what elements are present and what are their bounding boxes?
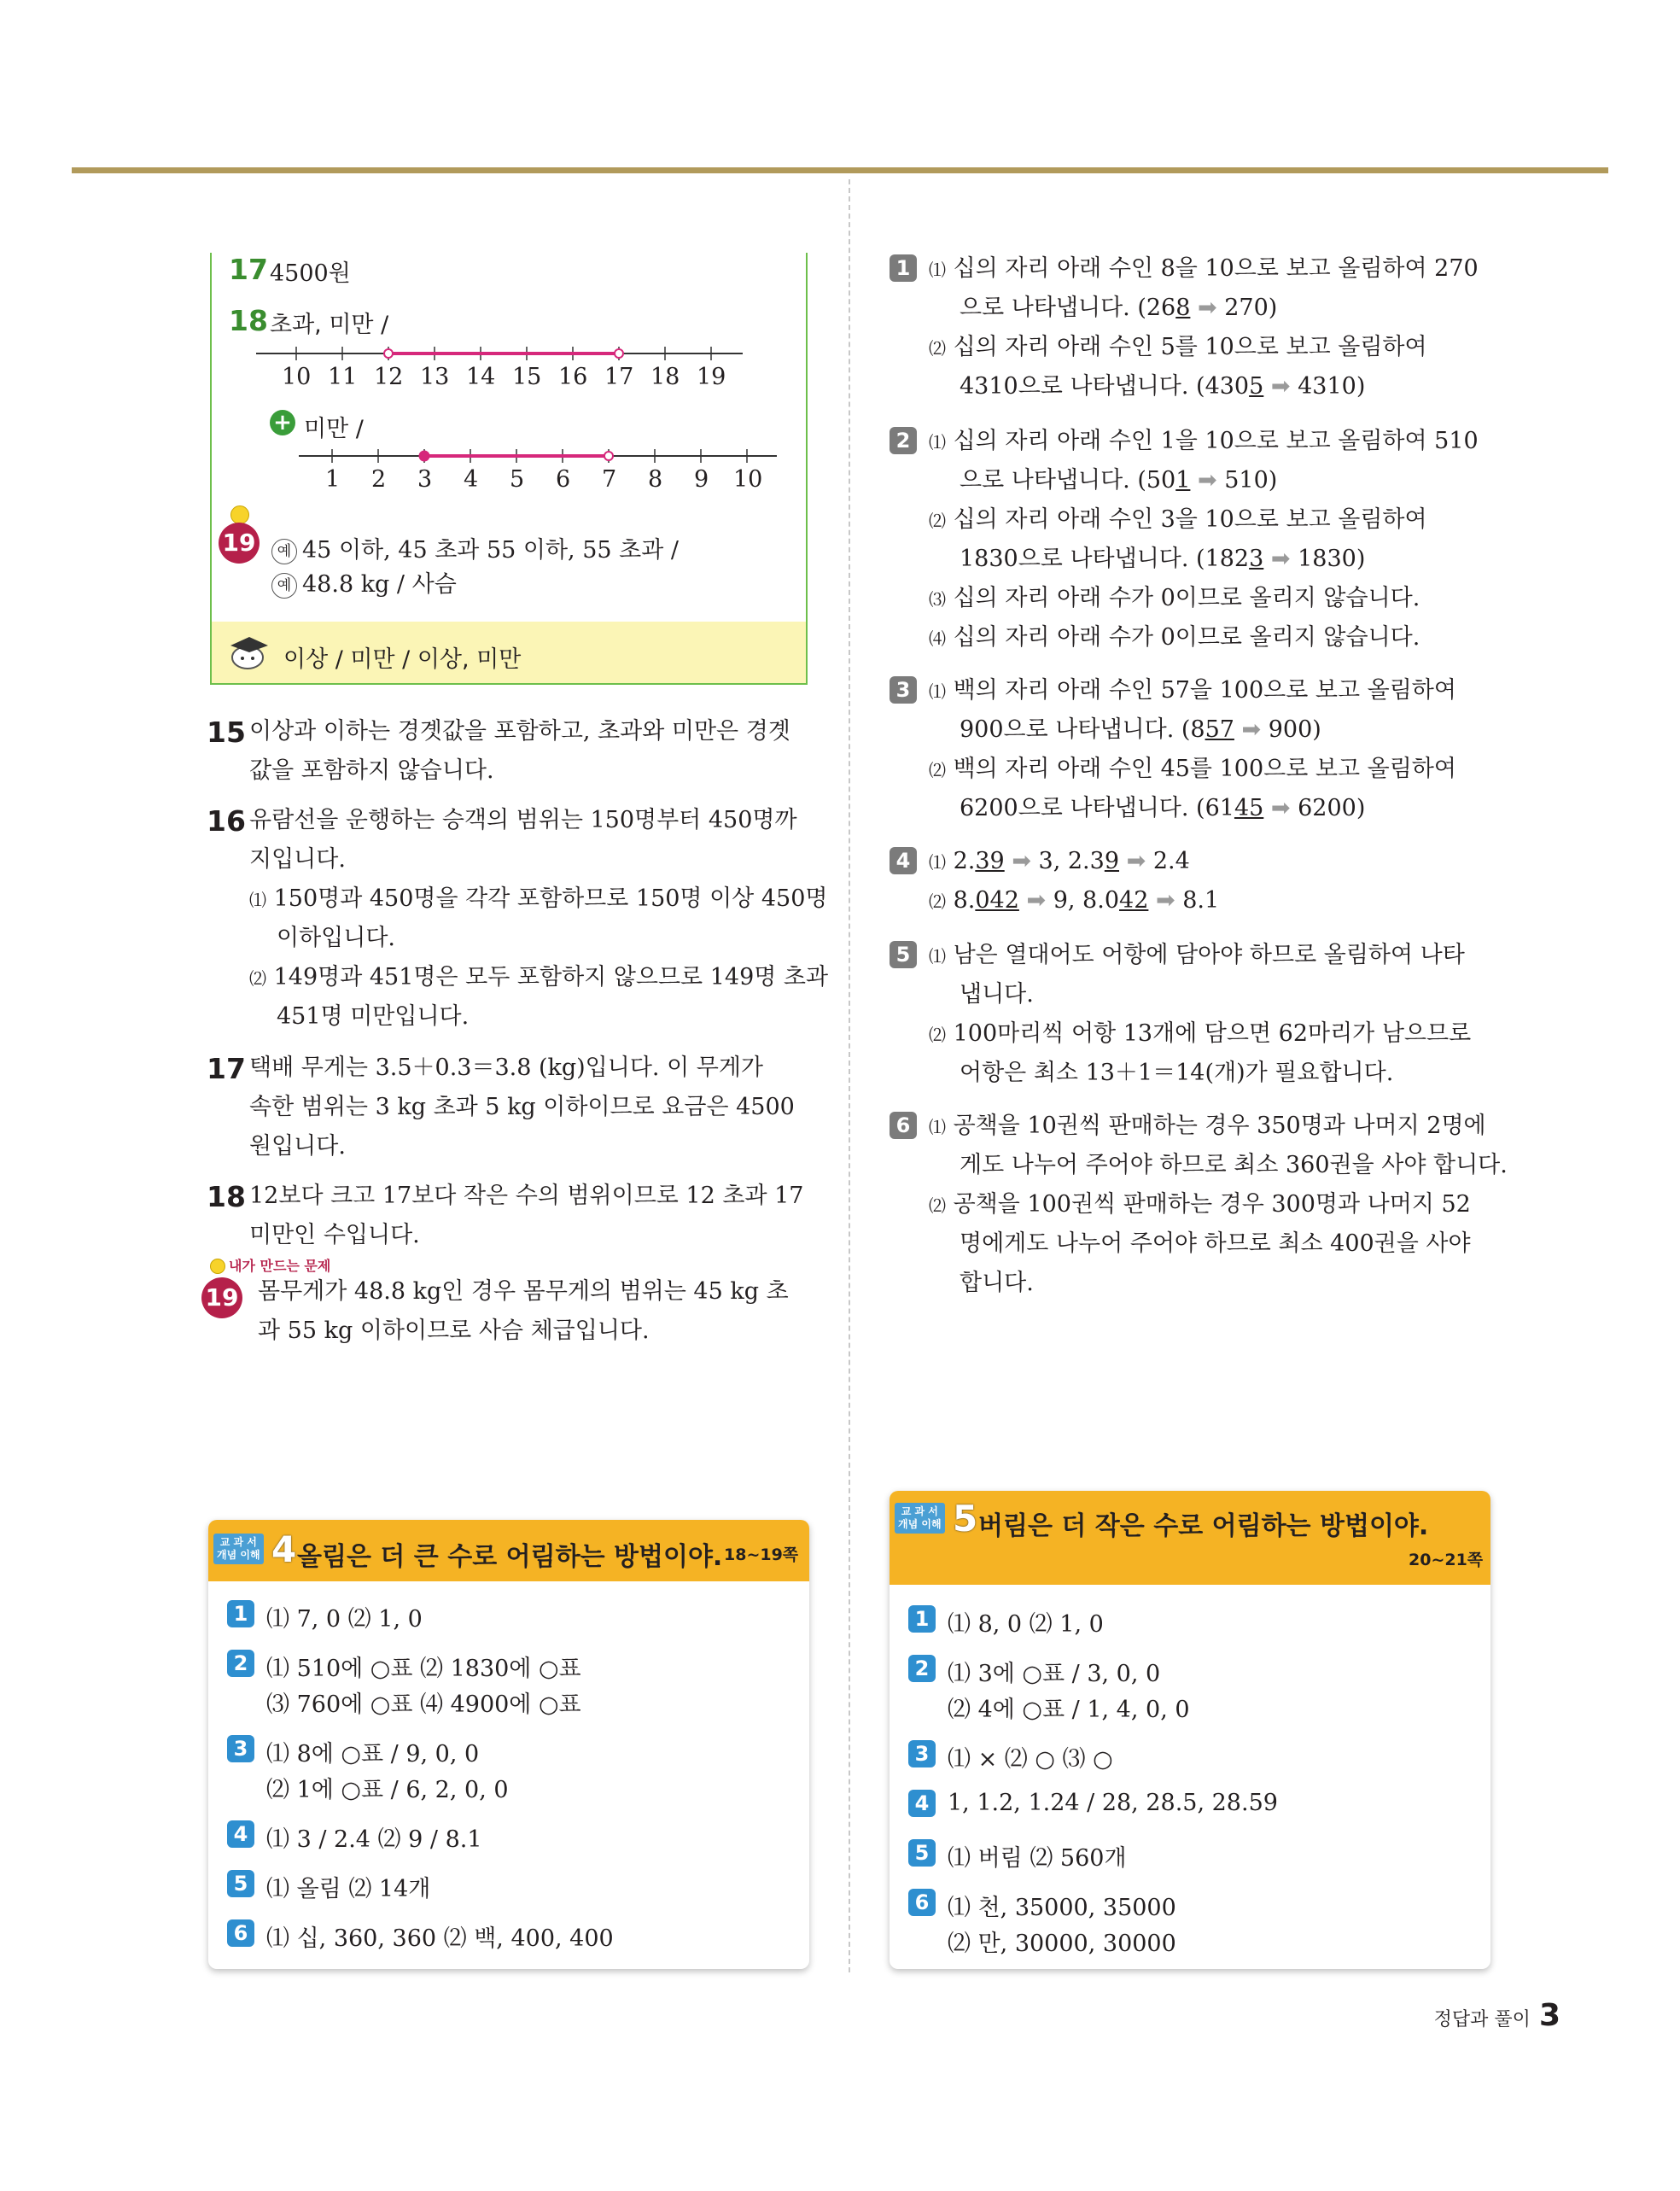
q3-item1-line1: ⑴ 백의 자리 아래 수인 57을 100으로 보고 올림하여 bbox=[929, 677, 1456, 704]
card-4-row-6-number: 6 bbox=[227, 1919, 254, 1947]
question-1-number: 1 bbox=[890, 254, 917, 282]
q6-item2-line2: 명에게도 나누어 주어야 하므로 최소 400권을 사야 bbox=[960, 1230, 1471, 1257]
tick-label-19: 19 bbox=[697, 364, 726, 390]
card-5-row-2-number: 2 bbox=[908, 1655, 936, 1682]
card-4-title: 올림은 더 큰 수로 어림하는 방법이야. bbox=[297, 1542, 723, 1572]
tick-label-18: 18 bbox=[650, 364, 680, 390]
tick-label-1: 1 bbox=[325, 466, 341, 493]
tick-label-11: 11 bbox=[328, 364, 358, 390]
card-5-row-6-line1: ⑴ 천, 35000, 35000 bbox=[948, 1895, 1176, 1921]
tick-label-12: 12 bbox=[374, 364, 404, 390]
textbook-tag: 교 과 서 개념 이해 bbox=[213, 1534, 264, 1564]
answer-18-number: 18 bbox=[229, 304, 268, 337]
tick-label-4: 4 bbox=[464, 466, 479, 493]
open-endpoint-right-2 bbox=[604, 452, 613, 460]
q5-item2-line2: 어항은 최소 13＋1＝14(개)가 필요합니다. bbox=[960, 1060, 1394, 1086]
card-5-row-1-number: 1 bbox=[908, 1605, 936, 1633]
tick-label-5: 5 bbox=[510, 466, 525, 493]
answer-box-footer-text: 이상 / 미만 / 이상, 미만 bbox=[283, 646, 522, 673]
tick-label-17: 17 bbox=[604, 364, 634, 390]
plus-icon: + bbox=[270, 410, 295, 435]
q6-item1-line1: ⑴ 공책을 10권씩 판매하는 경우 350명과 나머지 2명에 bbox=[929, 1113, 1486, 1139]
q2-item4: ⑷ 십의 자리 아래 수가 0이므로 올리지 않습니다. bbox=[929, 624, 1420, 651]
answer-18-text: 초과, 미만 / bbox=[270, 312, 389, 338]
q1-item1-line2: 으로 나타냅니다. (268 ➡ 270) bbox=[960, 295, 1278, 321]
explanation-17-number: 17 bbox=[207, 1052, 246, 1085]
explanation-15-line1: 이상과 이하는 경곗값을 포함하고, 초과와 미만은 경곗 bbox=[249, 718, 790, 745]
card-5-row-6-number: 6 bbox=[908, 1889, 936, 1916]
card-5-pages: 20~21쪽 bbox=[1409, 1551, 1484, 1569]
explanation-18-line2: 미만인 수입니다. bbox=[249, 1222, 420, 1248]
explanation-16-line2: 지입니다. bbox=[249, 846, 346, 873]
tick-label-16: 16 bbox=[558, 364, 588, 390]
card-4-row-1-number: 1 bbox=[227, 1600, 254, 1627]
explanation-16-sub1-line2: 이하입니다. bbox=[277, 925, 395, 951]
open-endpoint-right bbox=[615, 349, 623, 358]
explanation-18-number: 18 bbox=[207, 1180, 246, 1213]
explanation-15-line2: 값을 포함하지 않습니다. bbox=[249, 757, 494, 784]
explanation-17-line2: 속한 범위는 3 kg 초과 5 kg 이하이므로 요금은 4500 bbox=[249, 1094, 795, 1120]
q1-item2-line2: 4310으로 나타냅니다. (4305 ➡ 4310) bbox=[960, 373, 1366, 400]
q6-item1-line2: 게도 나누어 주어야 하므로 최소 360권을 사야 합니다. bbox=[960, 1152, 1508, 1178]
card-5-row-6-line2: ⑵ 만, 30000, 30000 bbox=[948, 1931, 1176, 1957]
my-problem-label: 내가 만드는 문제 bbox=[229, 1258, 331, 1274]
tick-label-9: 9 bbox=[694, 466, 709, 493]
card-4-pages: 18~19쪽 bbox=[724, 1545, 799, 1564]
q3-item1-line2: 900으로 나타냅니다. (857 ➡ 900) bbox=[960, 716, 1321, 743]
graduate-cap-icon bbox=[224, 632, 271, 671]
card-4-row-3-line1: ⑴ 8에 ○표 / 9, 0, 0 bbox=[266, 1741, 480, 1767]
answer-19-line1: 예 45 이하, 45 초과 55 이하, 55 초과 / bbox=[271, 531, 679, 564]
header-rule bbox=[72, 167, 1608, 173]
q2-item3: ⑶ 십의 자리 아래 수가 0이므로 올리지 않습니다. bbox=[929, 585, 1420, 611]
card-5-row-5: ⑴ 버림 ⑵ 560개 bbox=[948, 1845, 1127, 1872]
card-4-row-3-number: 3 bbox=[227, 1735, 254, 1762]
tick-label-13: 13 bbox=[420, 364, 450, 390]
q5-item2-line1: ⑵ 100마리씩 어항 13개에 담으면 62마리가 남으므로 bbox=[929, 1020, 1472, 1047]
card-4-row-1: ⑴ 7, 0 ⑵ 1, 0 bbox=[266, 1606, 423, 1633]
card-4-row-6: ⑴ 십, 360, 360 ⑵ 백, 400, 400 bbox=[266, 1925, 614, 1952]
question-6-number: 6 bbox=[890, 1112, 917, 1139]
q5-item1-line2: 냅니다. bbox=[960, 981, 1034, 1008]
example-mark: 예 bbox=[271, 539, 297, 564]
plus-answer-text: 미만 / bbox=[304, 416, 364, 442]
q4-item1: ⑴ 2.39 ➡ 3, 2.39 ➡ 2.4 bbox=[929, 848, 1190, 874]
q2-item2-line2: 1830으로 나타냅니다. (1823 ➡ 1830) bbox=[960, 546, 1366, 572]
card-5-row-2-line1: ⑴ 3에 ○표 / 3, 0, 0 bbox=[948, 1661, 1161, 1687]
tick-label-8: 8 bbox=[648, 466, 663, 493]
closed-endpoint-left bbox=[420, 452, 429, 461]
q2-item1-line1: ⑴ 십의 자리 아래 수인 1을 10으로 보고 올림하여 510 bbox=[929, 428, 1479, 454]
textbook-tag: 교 과 서 개념 이해 bbox=[895, 1503, 945, 1534]
question-4-number: 4 bbox=[890, 847, 917, 874]
explanation-19-badge: 19 bbox=[201, 1277, 242, 1318]
q1-item2-line1: ⑵ 십의 자리 아래 수인 5를 10으로 보고 올림하여 bbox=[929, 334, 1427, 360]
question-2-number: 2 bbox=[890, 427, 917, 454]
explanation-17-line3: 원입니다. bbox=[249, 1133, 346, 1160]
footer-label: 정답과 풀이 bbox=[1433, 2009, 1531, 2030]
q2-item1-line2: 으로 나타냅니다. (501 ➡ 510) bbox=[960, 467, 1278, 494]
card-4-row-2-number: 2 bbox=[227, 1650, 254, 1677]
explanation-18-line1: 12보다 크고 17보다 작은 수의 범위이므로 12 초과 17 bbox=[249, 1183, 804, 1209]
card-5-row-4-number: 4 bbox=[908, 1790, 936, 1817]
smile-icon bbox=[230, 505, 249, 524]
q1-item1-line1: ⑴ 십의 자리 아래 수인 8을 10으로 보고 올림하여 270 bbox=[929, 255, 1479, 282]
q2-item2-line1: ⑵ 십의 자리 아래 수인 3을 10으로 보고 올림하여 bbox=[929, 506, 1427, 533]
card-4-row-5-number: 5 bbox=[227, 1870, 254, 1897]
card-5-row-4: 1, 1.2, 1.24 / 28, 28.5, 28.59 bbox=[948, 1790, 1278, 1816]
tick-label-2: 2 bbox=[371, 466, 387, 493]
example-mark: 예 bbox=[271, 573, 297, 599]
card-5-number: 5 bbox=[953, 1498, 978, 1540]
answer-19-badge: 19 bbox=[219, 523, 260, 564]
explanation-19-line2: 과 55 kg 이하이므로 사슴 체급입니다. bbox=[258, 1318, 650, 1344]
tick-label-15: 15 bbox=[512, 364, 542, 390]
explanation-16-line1: 유람선을 운행하는 승객의 범위는 150명부터 450명까 bbox=[249, 807, 797, 833]
card-5-row-2-line2: ⑵ 4에 ○표 / 1, 4, 0, 0 bbox=[948, 1697, 1190, 1723]
page-footer bbox=[1434, 1998, 1560, 2033]
q6-item2-line3: 합니다. bbox=[960, 1270, 1034, 1296]
concept-card-4 bbox=[208, 1520, 809, 1969]
card-5-row-3: ⑴ × ⑵ ○ ⑶ ○ bbox=[948, 1746, 1113, 1773]
open-endpoint-left bbox=[384, 349, 393, 358]
q3-item2-line2: 6200으로 나타냅니다. (6145 ➡ 6200) bbox=[960, 795, 1366, 821]
card-4-row-4-number: 4 bbox=[227, 1820, 254, 1848]
q6-item2-line1: ⑵ 공책을 100권씩 판매하는 경우 300명과 나머지 52 bbox=[929, 1191, 1471, 1218]
tick-label-3: 3 bbox=[417, 466, 433, 493]
card-5-row-1: ⑴ 8, 0 ⑵ 1, 0 bbox=[948, 1611, 1104, 1638]
card-5-row-3-number: 3 bbox=[908, 1740, 936, 1767]
explanation-16-sub2-line1: ⑵ 149명과 451명은 모두 포함하지 않으므로 149명 초과 bbox=[249, 964, 829, 990]
answer-17-number: 17 bbox=[229, 253, 268, 286]
page-number: 3 bbox=[1538, 1998, 1560, 2033]
answer-17-text: 4500원 bbox=[270, 260, 351, 287]
tick-label-10b: 10 bbox=[733, 466, 763, 493]
q3-item2-line1: ⑵ 백의 자리 아래 수인 45를 100으로 보고 올림하여 bbox=[929, 756, 1456, 782]
explanation-16-sub2-line2: 451명 미만입니다. bbox=[277, 1003, 470, 1030]
tick-label-6: 6 bbox=[556, 466, 571, 493]
card-4-row-4: ⑴ 3 / 2.4 ⑵ 9 / 8.1 bbox=[266, 1826, 482, 1853]
explanation-19-line1: 몸무게가 48.8 kg인 경우 몸무게의 범위는 45 kg 초 bbox=[258, 1278, 789, 1305]
card-4-row-5: ⑴ 올림 ⑵ 14개 bbox=[266, 1876, 431, 1902]
card-4-row-2-line1: ⑴ 510에 ○표 ⑵ 1830에 ○표 bbox=[266, 1656, 581, 1682]
card-4-number: 4 bbox=[271, 1528, 297, 1570]
card-5-row-5-number: 5 bbox=[908, 1839, 936, 1867]
card-5-title: 버림은 더 작은 수로 어림하는 방법이야. bbox=[978, 1511, 1429, 1541]
tick-label-14: 14 bbox=[466, 364, 496, 390]
explanation-16-number: 16 bbox=[207, 804, 246, 838]
explanation-15-number: 15 bbox=[207, 716, 246, 749]
tick-label-10: 10 bbox=[282, 364, 312, 390]
question-5-number: 5 bbox=[890, 941, 917, 968]
column-divider bbox=[849, 179, 850, 1972]
q4-item2: ⑵ 8.042 ➡ 9, 8.042 ➡ 8.1 bbox=[929, 887, 1220, 914]
card-4-row-3-line2: ⑵ 1에 ○표 / 6, 2, 0, 0 bbox=[266, 1777, 509, 1803]
explanation-16-sub1-line1: ⑴ 150명과 450명을 각각 포함하므로 150명 이상 450명 bbox=[249, 885, 828, 912]
question-3-number: 3 bbox=[890, 676, 917, 704]
explanation-17-line1: 택배 무게는 3.5＋0.3＝3.8 (kg)입니다. 이 무게가 bbox=[249, 1055, 764, 1081]
tick-label-7: 7 bbox=[602, 466, 617, 493]
concept-card-5 bbox=[890, 1491, 1490, 1969]
smile-icon bbox=[210, 1259, 225, 1274]
answer-19-line2: 예 48.8 kg / 사슴 bbox=[271, 565, 457, 599]
card-4-row-2-line2: ⑶ 760에 ○표 ⑷ 4900에 ○표 bbox=[266, 1691, 581, 1718]
q5-item1-line1: ⑴ 남은 열대어도 어항에 담아야 하므로 올림하여 나타 bbox=[929, 942, 1465, 968]
